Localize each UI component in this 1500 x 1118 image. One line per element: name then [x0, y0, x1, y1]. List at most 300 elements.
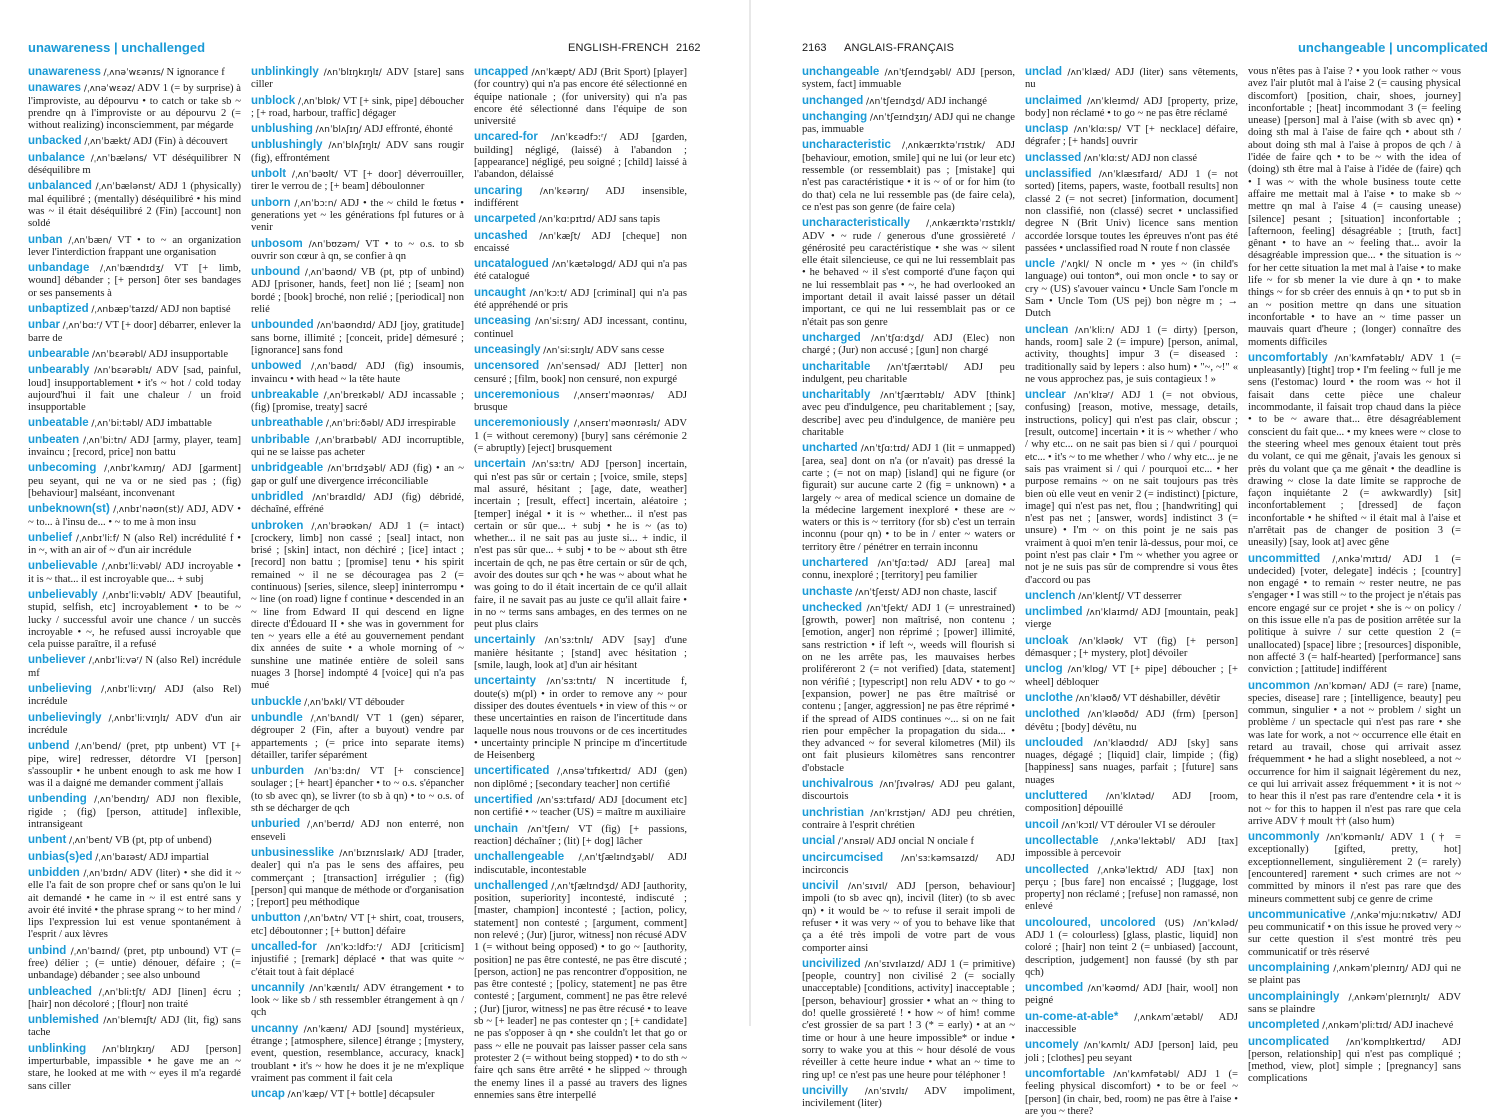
dictionary-entry	[28, 135, 241, 148]
dictionary-entry	[28, 851, 241, 864]
pronunciation: /ʌnˈʃɪvəlrəs/	[879, 779, 935, 791]
pronunciation: /ˌʌnˈbæn/	[68, 234, 112, 246]
definition: ADJ [person] laid, peu joli ; [clothes] peu seyant	[1025, 1040, 1238, 1064]
dictionary-entry	[474, 131, 687, 181]
pronunciation: /ʌnˈsɜːtɪfaɪd/	[536, 795, 595, 807]
headword: uncircumcised	[802, 851, 884, 864]
definition: VT • to ~ o.s. to sb ouvrir son cœur à qn, se confier à qn	[251, 238, 464, 262]
definition: ADJ incorruptible, qui ne se laisse pas acheter	[251, 434, 464, 459]
dictionary-entry	[474, 230, 687, 256]
dictionary-entry	[28, 503, 241, 529]
dictionary-entry	[28, 234, 241, 260]
pronunciation: /ˌʌnˈtʃælɪndʒəbl/	[578, 852, 654, 864]
definition: VT (fig) [+ passions, reaction] déchaîner ; (lit) [+ dog] lâcher	[474, 823, 687, 847]
headword: unbar	[28, 319, 60, 332]
pronunciation: /ˌʌnkəmˈpleɪnɪŋlɪ/	[1348, 991, 1430, 1003]
headword: unbelieving	[28, 683, 92, 696]
definition: ADV 1 († = exceptionally) [gifted, pretty, hot] exceptionnellement, singulièrement 2 (= rarely) [encountered] rarement • such crimes are not ~ committed by minors il n'est pas rare que des mineurs commettent subj ce genre de crime	[1248, 832, 1461, 905]
dictionary-entry	[28, 683, 241, 709]
definition: VT [+ limb, wound] débander ; [+ person] ôter ses bandages or ses pansements à	[28, 263, 241, 299]
left-page-language: ENGLISH-FRENCH	[568, 42, 669, 54]
pronunciation: /ˌʌnˈbɪdn/	[83, 867, 127, 879]
dictionary-entry	[1025, 819, 1238, 832]
definition: ADJ 1 (physically) mal équilibré ; (mentally) déséquilibré • his mind was ~ il était déséquilibré 2 (Fin) [account] non soldé	[28, 181, 241, 230]
pronunciation: /ʌnˈklɒg/	[1067, 664, 1108, 676]
dictionary-entry	[1025, 1068, 1238, 1118]
definition: ADJ [area] mal connu, inexploré ; [territory] peu familier	[802, 557, 1015, 582]
definition: ADJ non classé	[1131, 152, 1198, 164]
dictionary-entry	[251, 319, 464, 357]
headword: unbusinesslike	[251, 846, 335, 859]
definition: VT • to ~ an organization lever l'interdiction frappant une organisation	[28, 234, 241, 258]
pronunciation: /ˌʌnˈbiːtəbl/	[91, 418, 143, 430]
pronunciation: /ˌʌnˈbraɪbəbl/	[315, 434, 377, 446]
dictionary-entry	[1025, 835, 1238, 861]
dictionary-entry	[28, 532, 241, 558]
definition: ADJ [tax] non perçu ; [bus fare] non encaissé ; [luggage, lost property] non réclamé ; [refuse] non ramassé, non enlevé	[1025, 864, 1238, 913]
pronunciation: /ˌʌnbɪˈliːf/	[75, 532, 120, 544]
headword: unbreathable	[251, 417, 324, 430]
definition: N oncle m • yes ~ (in child's language) oui tonton*, oui mon oncle • to say or cry ~ (US) s'avouer vaincu • Uncle Sam l'oncle m Sam • Uncle Tom (US pej) bon nègre m ; → Dutch	[1025, 259, 1238, 320]
headword: uncharitable	[802, 360, 871, 373]
column	[802, 66, 1015, 1110]
dictionary-entry	[1025, 590, 1238, 603]
definition: ADJ inachevé	[1393, 1020, 1454, 1032]
headword: uncloak	[1025, 634, 1069, 647]
pronunciation: /ˌʌnkærɪktəˈrɪstɪklɪ/	[926, 218, 1015, 230]
definition: VT [+ shirt, coat, trousers, etc] déboutonner ; [+ button] défaire	[251, 913, 464, 937]
headword: unchallengeable	[474, 851, 565, 864]
definition: VB (pt, ptp of unbend)	[114, 835, 212, 847]
pronunciation: /ʌnˈbɜːdn/	[314, 766, 360, 778]
headword: unchain	[474, 822, 519, 835]
pronunciation: /ʌnˈbrɪdʒəbl/	[327, 463, 386, 475]
pronunciation: /ʌnˈkænɪ/	[303, 1023, 348, 1035]
definition: ADV 1 (= without ceremony) [bury] sans cérémonie 2 (= abruptly) [eject] brusquement	[474, 418, 687, 455]
dictionary-entry	[1025, 982, 1238, 1008]
pronunciation: /ʌnˈkæʃt/	[539, 230, 581, 242]
pronunciation: /ʌnˈtʃɑːdʒd/	[871, 332, 924, 344]
dictionary-entry	[251, 491, 464, 517]
headword: unbounded	[251, 319, 314, 332]
pronunciation: /ˌʌnbɪˈliːvɪŋlɪ/	[108, 712, 170, 724]
pronunciation: /ˌʌnkəˈlektɪd/	[1097, 864, 1158, 876]
definition: ADJ indiscutable, incontestable	[474, 852, 687, 876]
headword: unchaste	[802, 585, 853, 598]
definition: ADJ (= rare) [name, species, disease] rare ; [intelligence, beauty] peu commun, singulier • a not ~ problem / sight un problème / un spectacle qui n'est pas rare • she was late for work, a not ~ occurrence elle était en retard au travail, chose qui arrivait assez fréquemment • he had a slight nosebleed, a not ~ occurrence for him il saignait légèrement du nez, ce qui lui arrivait assez fréquemment • it is not ~ to hear this il n'est pas rare d'entendre cela • it is not ~ for this to happen il n'est pas rare que cela arrive ADV † moult †† (also hum)	[1248, 680, 1461, 827]
headword: unban	[28, 233, 63, 246]
definition: ADJ incassable ; (fig) [promise, treaty] sacré	[251, 389, 464, 414]
pronunciation: /ˌʌnbæpˈtaɪzd/	[91, 304, 158, 316]
pronunciation: /ˌʌnˈbʌtn/	[303, 913, 348, 925]
headword: unclaimed	[1025, 94, 1082, 107]
headword: unbosom	[251, 237, 303, 250]
definition: ADJ [cheque] non encaissé	[474, 230, 687, 254]
definition: ADJ 1 (= colourless) [glass, plastic, liquid] non coloré ; [hair] non teint 2 (= unbiased) [account, description, judgement] non faussé (by sth par qch)	[1025, 930, 1238, 978]
headword: uncompleted	[1248, 1019, 1320, 1032]
dictionary-entry	[802, 835, 1015, 848]
definition: ADJ (fig) débridé, déchaîné, effréné	[251, 491, 464, 516]
headword: unawares	[28, 82, 82, 95]
pronunciation: /ʌnˈkænɪlɪ/	[309, 982, 359, 994]
definition: N (also Rel) incrédulité f • in ~, with an air of ~ d'un air incrédule	[28, 532, 241, 557]
pronunciation: /ʌnˈkləʊð/	[1075, 692, 1121, 704]
dictionary-entry	[802, 852, 1015, 878]
headword: uncharacteristic	[802, 139, 891, 152]
pronunciation: /ʌnˈkʌmfətəbl/	[1113, 1068, 1180, 1080]
dictionary-entry	[474, 794, 687, 820]
dictionary-entry	[474, 287, 687, 313]
dictionary-entry	[1248, 909, 1461, 959]
definition: ADJ 1 (= not obvious, confusing) [reason, motive, message, details, instructions, policy] qui n'est pas clair, obscur ; [result, outcome] incertain • it is ~ whether / who / why etc... on ne sait pas bien si / qui / pourquoi etc... • it's ~ to me whether / who / why etc... je ne sais pas vraiment si / qui / pourquoi etc... • her purpose remains ~ on ne sait toujours pas très bien où elle veut en venir 2 (= indistinct) [picture, image] qui n'est pas net, flou ; [handwriting] qui n'est pas net ; [answer, words] indistinct 3 (= unsure) • I'm ~ on this point je ne sais pas vraiment à quoi m'en tenir là-dessus, pour moi, ce point n'est pas clair • I'm ~ whether you agree or not je ne suis pas sûr de comprendre si vous êtes d'accord ou pas	[1025, 390, 1238, 586]
definition: ADJ [room, composition] dépouillé	[1025, 791, 1238, 815]
dictionary-entry	[28, 654, 241, 680]
column	[1248, 66, 1462, 1085]
pronunciation: /ˈʌŋkl/	[1061, 259, 1089, 271]
pronunciation: /ʌnˈtʃeɪndʒɪŋ/	[869, 111, 932, 123]
dictionary-entry	[1025, 635, 1238, 661]
pronunciation: /ˌʌnbɪˈliːvɪŋ/	[101, 684, 156, 696]
pronunciation: /ˌʌnˈbriːðəbl/	[325, 418, 384, 430]
headword: uncertainly	[474, 634, 536, 647]
pronunciation: /ʌnˈkɔːt/	[529, 287, 567, 299]
dictionary-entry	[28, 417, 241, 430]
pronunciation: /ʌnˈsɜːkəmsaɪzd/	[901, 852, 979, 864]
definition: ADJ irrespirable	[385, 418, 456, 430]
dictionary-entry	[802, 139, 1015, 214]
pronunciation: /ˌʌnkʌmˈætəbl/	[1134, 1011, 1204, 1023]
pronunciation: /ʌnˈbɛərəblɪ/	[94, 365, 152, 377]
dictionary-entry	[1025, 692, 1238, 705]
dictionary-entry	[28, 180, 241, 230]
definition: ADJ [behaviour, emotion, smile] qui ne lui (or leur etc) ressemble (or ressemblait) pas ; [mistake] qui n'est pas caractéristique • it is ~ of or for him (to do that) cela ne lui ressemble pas (de faire cela), ce n'est pas son genre (de faire cela)	[802, 140, 1015, 213]
headword: unblushingly	[251, 139, 323, 152]
headword: unbridled	[251, 490, 304, 503]
dictionary-entry	[28, 560, 241, 586]
dictionary-entry	[1248, 352, 1461, 550]
definition: ADJ 1 (= primitive) [people, country] non civilisé 2 (= socially unacceptable) [conditions, activity] inacceptable ; [person, behaviour] grossier • what an ~ thing to do! quelle grossièreté ! • how ~ of him! comme c'est grossier de sa part ! 3 (* = early) • at an ~ time or hour à une heure impossible* or indue • sorry to wake you at this ~ hour désolé de vous réveiller à cette heure indue • what an ~ time to ring up! ce n'est pas une heure pour téléphoner !	[802, 958, 1015, 1081]
definition: ADJ non baptisé	[159, 304, 231, 316]
dictionary-entry	[802, 361, 1015, 387]
definition: (pret, ptp unbound) VT (= free) délier ; (= untie) dénouer, défaire ; (= unbandage) débander ; see also unbound	[28, 945, 241, 982]
pronunciation: /ˌʌnˈbliːtʃt/	[98, 986, 146, 998]
definition: ADJ (liter) sans vêtements, nu	[1025, 67, 1238, 91]
pronunciation: /ˌʌnkærɪktəˈrɪstɪk/	[902, 140, 985, 152]
pronunciation: /ʌnˈsɪvɪlɪ/	[864, 1085, 908, 1097]
headword: unbias(s)ed	[28, 850, 93, 863]
dictionary-entry	[474, 675, 687, 762]
dictionary-entry	[1025, 864, 1238, 914]
definition: ADJ [criticism] injustifié ; [remark] déplacé • that was quite ~ c'était tout à fait déplacé	[251, 942, 464, 978]
headword: uncoloured, uncolored	[1025, 916, 1156, 929]
headword: unclear	[1025, 389, 1066, 402]
definition: ADJ (fig) • an ~ gap or gulf une divergence irréconciliable	[251, 463, 464, 487]
headword: uncharacteristically	[802, 217, 911, 230]
definition: VB (pt, ptp of unbind) ADJ [prisoner, hands, feet] non lié ; [seam] non bordé ; [book] broché, non relié ; [periodical] non relié	[251, 267, 464, 316]
pronunciation: /ʌnˈkrɪstjən/	[870, 807, 926, 819]
definition: ADJ qui ne change pas, immuable	[802, 111, 1015, 136]
headword: unclouded	[1025, 736, 1084, 749]
dictionary-entry	[1248, 991, 1461, 1017]
dictionary-entry	[474, 344, 687, 357]
dictionary-entry	[802, 586, 1015, 599]
pronunciation: /ˌʌnˈbaʊnd/	[304, 267, 357, 279]
definition: ADJ [joy, gratitude] sans borne, illimité ; [conceit, pride] démesuré ; [ignorance] sans fond	[251, 320, 464, 356]
headword: un-come-at-able*	[1025, 1010, 1119, 1023]
pronunciation: /ˌʌnˈbaɪnd/	[70, 945, 120, 957]
dictionary-entry	[28, 303, 241, 316]
definition: ADV • ~ rude / generous d'une grossièreté / générosité peu caractéristique • she was ~ silent elle était silencieuse, ce qui ne lui ressemblait pas • he behaved ~ il s'est comporté d'une façon qui ne lui ressemblait pas • ~, he had overlooked an important detail il avait laissé passer un détail important, ce qui ne lui ressemblait pas or ce n'était pas son genre	[802, 230, 1015, 328]
left-columns	[28, 66, 687, 1101]
pronunciation: /ˌʌnˈbendɪŋ/	[94, 794, 150, 806]
pronunciation: /ˌʌnˈbæləns/	[90, 152, 147, 164]
headword: uncatalogued	[474, 258, 549, 271]
definition: ADJ (fig) insoumis, invaincu • with head ~ la tête haute	[251, 361, 464, 385]
headword: unclench	[1025, 589, 1076, 602]
definition: ADV d'un air incrédule	[28, 712, 241, 736]
headword: unblushing	[251, 123, 313, 136]
pronunciation: /ʌnˈkɒmplɪkeɪtɪd/	[1346, 1036, 1426, 1048]
definition: ADJ • the ~ child le fœtus • generations yet ~ les générations fpl futures or à venir	[251, 197, 464, 234]
dictionary-entry	[251, 1088, 464, 1101]
dictionary-entry	[474, 185, 687, 211]
headword: unclassed	[1025, 151, 1082, 164]
definition: ADV (liter) • she did it ~ elle l'a fait de son propre chef or sans qu'on le lui ait demandé • he came in ~ il est entré sans y avoir été invité • the phrase sprang ~ to her mind / lips l'expression lui est venue spontanément à l'esprit / aux lèvres	[28, 867, 241, 941]
pronunciation: /ʌnˈklaʊdɪd/	[1093, 737, 1148, 749]
definition: ADV sans se plaindre	[1248, 991, 1461, 1015]
pronunciation: /ʌnˈblʌʃɪŋ/	[315, 124, 362, 136]
definition: ADJ 1 (lit = unmapped) [area, sea] dont on n'a (or n'avait) pas dressé la carte ; (= not on map) [island] qui ne figure (or figurait) sur aucune carte 2 (fig = unknown) • a largely ~ area of medical science un domaine de la médecine largement inexploré • these are ~ waters or this is ~ territory (for sb) c'est un terrain inconnu (pour qn) • to be in / enter ~ waters or territory être / pénétrer en terrain inconnu	[802, 443, 1015, 553]
dictionary-entry	[28, 152, 241, 178]
dictionary-entry	[251, 818, 464, 844]
definition: VT déséquilibrer N déséquilibre m	[28, 152, 241, 177]
pronunciation: /ˌʌnkəmˈpleɪnɪŋ/	[1333, 963, 1409, 975]
definition: ADJ [sound] mystérieux, étrange ; [atmosphere, silence] étrange ; [mystery, event, question, resemblance, accuracy, knack] troublant • it's ~ how he does it je ne m'explique vraiment pas comment il fait cela	[251, 1023, 464, 1084]
headword: uncollected	[1025, 863, 1089, 876]
dictionary-entry	[474, 765, 687, 791]
definition: ADJ [mountain, peak] vierge	[1025, 607, 1238, 631]
headword: unbending	[28, 793, 87, 806]
headword: uncensored	[474, 360, 540, 373]
pronunciation: /ˌʌnˈbiːtn/	[83, 434, 127, 446]
dictionary-entry	[1248, 831, 1461, 906]
pronunciation: /ʌnˈkləʊðd/	[1087, 709, 1139, 721]
definition: ADJ, ADV • ~ to... à l'insu de... • ~ to me à mon insu	[28, 504, 241, 528]
dictionary-entry	[474, 258, 687, 284]
headword: unbowed	[251, 360, 302, 373]
dictionary-entry	[251, 238, 464, 264]
dictionary-entry	[28, 319, 241, 345]
definition: ADJ [document etc] non certifié • ~ teacher (US) = maître m auxiliaire	[474, 795, 687, 819]
headword: unbundle	[251, 711, 303, 724]
pronunciation: /ˌʌnbɪˈnəʊn(st)/	[113, 504, 184, 516]
definition: ADJ [army, player, team] invaincu ; [record, price] non battu	[28, 434, 241, 459]
right-page	[750, 0, 1500, 1117]
pronunciation: /ˌʌnˈbent/	[68, 835, 113, 847]
dictionary-entry	[802, 602, 1015, 775]
pronunciation: /ˌʌnəˈwɛənɪs/	[103, 67, 164, 78]
headword: unclasp	[1025, 123, 1069, 136]
dictionary-entry	[1025, 1011, 1238, 1037]
pronunciation: /ˌʌnkəˈlektəbl/	[1110, 835, 1176, 847]
definition: ADJ [tax] impossible à percevoir	[1025, 835, 1238, 860]
definition: N incertitude f, doute(s) m(pl) • in order to remove any ~ pour dissiper des doutes éventuels • in view of this ~ or these uncertainties en raison de l'incertitude dans laquelle nous nous trouvons or de ces incertitudes • uncertainty principle N principe m d'incertitude de Heisenberg	[474, 676, 687, 762]
column	[251, 66, 464, 1101]
headword: unchartered	[802, 556, 869, 569]
pronunciation: /ʌnˈbʊzəm/	[308, 238, 360, 250]
pronunciation: /ʌnˈsiːsɪŋlɪ/	[543, 344, 594, 356]
pronunciation: /ˌʌnˈbend/	[75, 741, 121, 753]
headword: unbind	[28, 944, 67, 957]
headword: unbidden	[28, 866, 80, 879]
definition: VT [+ pipe] déboucher ; [+ wheel] débloquer	[1025, 664, 1238, 688]
dictionary-entry	[28, 82, 241, 132]
dictionary-entry	[1248, 680, 1461, 829]
dictionary-entry	[474, 389, 687, 415]
pronunciation: /ˌʌnˈbrəʊkən/	[311, 520, 372, 532]
definition: ADJ (Brit Sport) [player] (for country) qui n'a pas encore été sélectionné en équipe nationale ; (for university) qui n'a pas encore été sélectionné dans l'équipe de son université	[474, 67, 687, 128]
headword: uncertified	[474, 794, 533, 807]
headword: unbend	[28, 740, 70, 753]
definition: ADJ [person, relationship] qui n'est pas compliqué ; [method, view, plot] simple ; [pregnancy] sans complications	[1248, 1036, 1461, 1085]
definition: ADV [beautiful, stupid, selfish, etc] incroyablement • to be ~ lucky / successful avoir une chance / un succès incroyable • ~, he refused aussi incroyable que cela puisse paraître, il a refusé	[28, 589, 241, 651]
dictionary-entry	[802, 778, 1015, 804]
right-columns	[802, 66, 1462, 1117]
definition: ADJ non chaste, lascif	[901, 586, 997, 598]
dictionary-entry	[251, 360, 464, 386]
left-page-number: 2162	[676, 42, 701, 54]
definition: VT déshabiller, dévêtir	[1122, 692, 1221, 704]
pronunciation: /ˌʌnkəmˈpliːtɪd/	[1322, 1020, 1392, 1032]
pronunciation: /ʌnˈtʃærɪtəblɪ/	[880, 390, 945, 402]
dictionary-entry	[802, 807, 1015, 833]
headword: unchecked	[802, 601, 863, 614]
pronunciation: /ˈʌnsɪəl/	[837, 836, 875, 848]
pronunciation: /ˌʌnˈbaʊd/	[311, 361, 357, 373]
definition: ADV sans rougir (fig), effrontément	[251, 140, 464, 164]
dictionary-entry	[28, 434, 241, 460]
dictionary-entry	[474, 315, 687, 341]
pronunciation: /ʌnˈtʃærɪtəbl/	[887, 361, 948, 373]
pronunciation: /ʌnˈblʌʃɪŋlɪ/	[328, 140, 381, 152]
column	[1025, 66, 1238, 1117]
dictionary-entry	[251, 912, 464, 938]
headword: uncaught	[474, 286, 526, 299]
definition: ADJ non enterré, non enseveli	[251, 819, 464, 843]
right-page-language: ANGLAIS-FRANÇAIS	[844, 42, 955, 54]
definition: ADJ [trader, dealer] qui n'a pas le sens des affaires, peu commerçant ; [transaction] irrégulier ; (fig) [person] qui manque de méthode or d'organisation ; [report] peu méthodique	[251, 847, 464, 909]
pronunciation: /ˌʌnˈberɪd/	[307, 819, 355, 831]
definition: ADJ (frm) [person] dévêtu ; [body] dévêtu, nu	[1025, 709, 1238, 733]
headword: unbearably	[28, 364, 90, 377]
dictionary-entry	[28, 1043, 241, 1093]
pronunciation: /ʌnˈklɪəʳ/	[1074, 390, 1114, 402]
pronunciation: /ˌʌnbɪˈliːvəbl/	[101, 561, 162, 573]
headword: unbroken	[251, 519, 304, 532]
pronunciation: /ʌnˈtʃeɪn/	[527, 823, 569, 835]
definition: ADV impoliment, incivilement (liter)	[802, 1085, 1015, 1110]
headword: unclad	[1025, 66, 1063, 78]
definition: ADJ [person, behaviour] impoli (to sb avec qn), incivil (liter) (to sb avec qn) • it would be ~ to refuse il serait impoli de refuser • it was very ~ of you to behave like that ça a été très impoli de votre part de vous comporter ainsi	[802, 881, 1015, 954]
definition: ADJ impartial	[148, 851, 210, 863]
definition: ADJ [person, system, fact] immuable	[802, 67, 1015, 91]
headword: unclimbed	[1025, 606, 1083, 619]
headword: uncivilized	[802, 957, 861, 970]
headword: uncashed	[474, 229, 528, 242]
pronunciation: /ʌnˈkləʊk/	[1078, 635, 1124, 647]
headword: uncommon	[1248, 679, 1310, 692]
definition: ADJ sans tapis	[597, 214, 661, 226]
definition: ADJ [garment] peu seyant, qui ne va or ne sied pas ; (fig) [behaviour] malséant, inconvenant	[28, 463, 241, 499]
headword: uncomplainingly	[1248, 990, 1340, 1003]
headword: uncomely	[1025, 1039, 1079, 1052]
pronunciation: /ˌʌnˈbændɪdʒ/	[100, 263, 164, 275]
headword: unbeliever	[28, 654, 86, 667]
headword: unceremoniously	[474, 417, 570, 430]
definition: ADJ brusque	[474, 389, 687, 414]
pronunciation: /ʌnˈtʃeɪndʒd/	[866, 95, 925, 107]
headword: unbeatable	[28, 417, 89, 430]
definition: VT [+ sink, pipe] déboucher ; [+ road, harbour, traffic] dégager	[251, 95, 464, 119]
dictionary-entry	[251, 462, 464, 488]
definition: ADJ 1 (= unrestrained) [growth, power] non maîtrisé, non contenu ; [emotion, anger] non réprimé ; [power] illimité, sans restriction • if left ~, weeds will flourish si on ne les arrête pas, les mauvaises herbes proliféreront 2 (= not verified) [data, statement] non vérifié ; [typescript] non relu ADV • to go ~ [expansion, power] ne pas être maîtrisé or contenu ; [anger, aggression] ne pas être réprimé • if the spread of AIDS continues ~... si on ne fait rien pour empêcher la propagation du sida... • they advanced ~ for several kilometres (Mil) ils ont fait plusieurs kilomètres sans rencontrer d'obstacle	[802, 602, 1015, 774]
dictionary-entry	[1025, 168, 1238, 255]
pronunciation: /ʌnˈkæpt/	[531, 67, 576, 78]
pronunciation: /ʌnˈbaʊndɪd/	[316, 320, 375, 332]
definition: ADJ oncial N onciale f	[876, 836, 975, 848]
pronunciation: /ʌnˈkæp/	[287, 1089, 328, 1101]
dictionary-entry	[251, 168, 464, 194]
headword: unbent	[28, 834, 67, 847]
headword: uncomfortably	[1248, 351, 1328, 364]
headword: unbalanced	[28, 180, 92, 193]
headword: unchanged	[802, 94, 864, 107]
definition: VT 1 (gen) séparer, dégrouper 2 (Fin, after a buyout) vendre par appartements ; (= price into separate items) détailler, tarifer séparément	[251, 712, 464, 761]
pronunciation: /ʌnˈsiːsɪŋ/	[535, 316, 580, 328]
pronunciation: /ʌnˈkɛədfɔːʳ/	[551, 132, 607, 144]
dictionary-entry	[251, 847, 464, 909]
definition: ADJ [hair, wool] non peigné	[1025, 983, 1238, 1007]
dictionary-entry	[28, 740, 241, 790]
definition: ADJ (gen) non diplômé ; [secondary teacher] non certifié	[474, 766, 687, 790]
dictionary-entry	[251, 389, 464, 415]
definition: ADJ (Elec) non chargé ; (Jur) non accusé ; [gun] non chargé	[802, 332, 1015, 357]
pronunciation: /ʌnˈkɒmən/	[1314, 680, 1366, 692]
definition: VT [+ conscience] soulager ; [+ heart] épancher • to ~ o.s. s'épancher (to sb avec qn), se livrer (to sb à qn) • to ~ o.s. of sth se décharger de qch	[251, 766, 464, 815]
dictionary-entry	[802, 1085, 1015, 1111]
pronunciation: /ʌnˈsensəd/	[547, 361, 600, 373]
headword: unbandage	[28, 262, 90, 275]
pronunciation: /ʌnˈsɪvɪlaɪzd/	[864, 958, 924, 970]
definition: N (also Rel) incrédule mf	[28, 655, 241, 679]
pronunciation: /ˌʌnserɪˈməʊnɪəslɪ/	[573, 418, 660, 430]
pronunciation: /ʌnˈkɔɪl/	[1061, 819, 1098, 831]
definition: ADJ [person] imperturbable, impassible • he gave me an ~ stare, he looked at me with ~ eyes il m'a regardé sans ciller	[28, 1043, 241, 1092]
headword: uncapped	[474, 66, 529, 78]
definition: ADJ imbattable	[145, 418, 212, 430]
pronunciation: /ʌnˈblemɪʃt/	[103, 1015, 157, 1027]
pronunciation: /ˌʌnˈbʌkl/	[304, 696, 346, 708]
dictionary-entry	[474, 880, 687, 1102]
dictionary-entry	[251, 197, 464, 235]
dictionary-entry	[28, 589, 241, 651]
dictionary-entry	[802, 557, 1015, 583]
pronunciation: /ˌʌnserɪˈməʊnɪəs/	[573, 389, 654, 401]
dictionary-entry	[1248, 1036, 1461, 1086]
headword: uncomplaining	[1248, 962, 1330, 975]
headword: unawareness	[28, 66, 101, 78]
headword: unbelievingly	[28, 711, 102, 724]
